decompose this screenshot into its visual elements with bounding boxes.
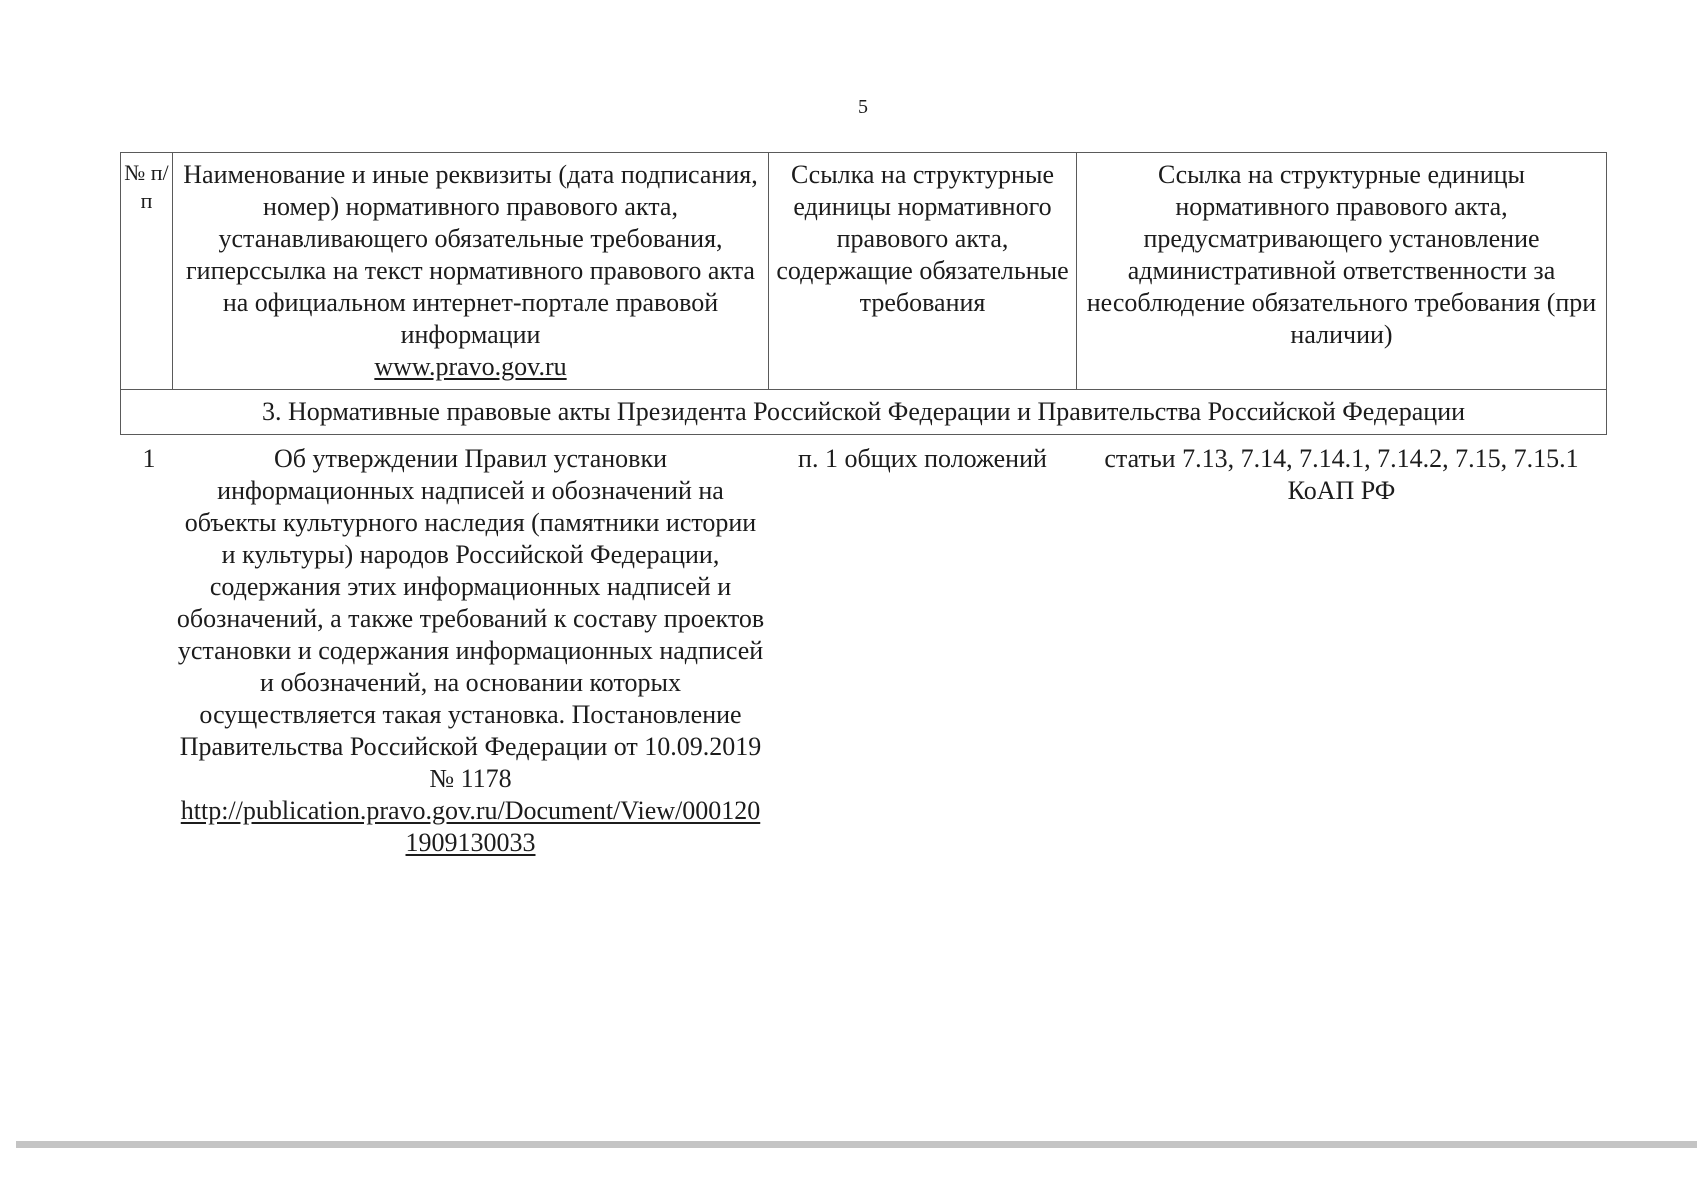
header-row [121,153,1607,390]
row-num: 1 [142,444,156,473]
row-name [173,435,769,860]
header-num: № п/п [121,153,173,390]
header-name-text: Наименование и иные реквизиты (дата подписания, номер) нормативного правового акта, устанавливающего обязательные требования, гиперссылка на текст нормативного правового акта на официальном интернет-портале правовой информации [183,160,758,349]
row-name-link[interactable]: http://publication.pravo.gov.ru/Document/View/0001201909130033 [180,796,761,857]
table-body [121,390,1607,860]
row-liability: статьи 7.13, 7.14, 7.14.1, 7.14.2, 7.15, 7.15.1 КоАП РФ [1104,444,1579,505]
header-name-link[interactable]: www.pravo.gov.ru [374,352,567,381]
page-number: 5 [858,96,868,118]
row-name-text: Об утверждении Правил установки информационных надписей и обозначений на объекты культурного наследия (памятники истории и культуры) народов Российской Федерации, содержания этих информационных надписей и обозначений, а также требований к составу проектов установки и содержания информационных надписей и обозначений, на основании которых осуществляется такая установка. Постановление Правительства Российской Федерации от 10.09.2019 № 1178 [176,444,765,793]
header-units: Ссылка на структурные единицы нормативного правового акта, содержащие обязательные требования [769,153,1077,390]
table-header [121,153,1607,390]
section-title: 3. Нормативные правовые акты Президента Российской Федерации и Правительства Российской Федерации [121,390,1607,435]
header-liability: Ссылка на структурные единицы нормативного правового акта, предусматривающего установление административной ответственности за несоблюдение обязательного требования (при наличии) [1077,153,1607,390]
section-row [121,390,1607,435]
header-name [173,153,769,390]
requirements-table [120,152,1607,859]
table-row [121,435,1607,860]
row-units: п. 1 общих положений [798,444,1047,473]
page-bottom-divider [16,1141,1697,1148]
